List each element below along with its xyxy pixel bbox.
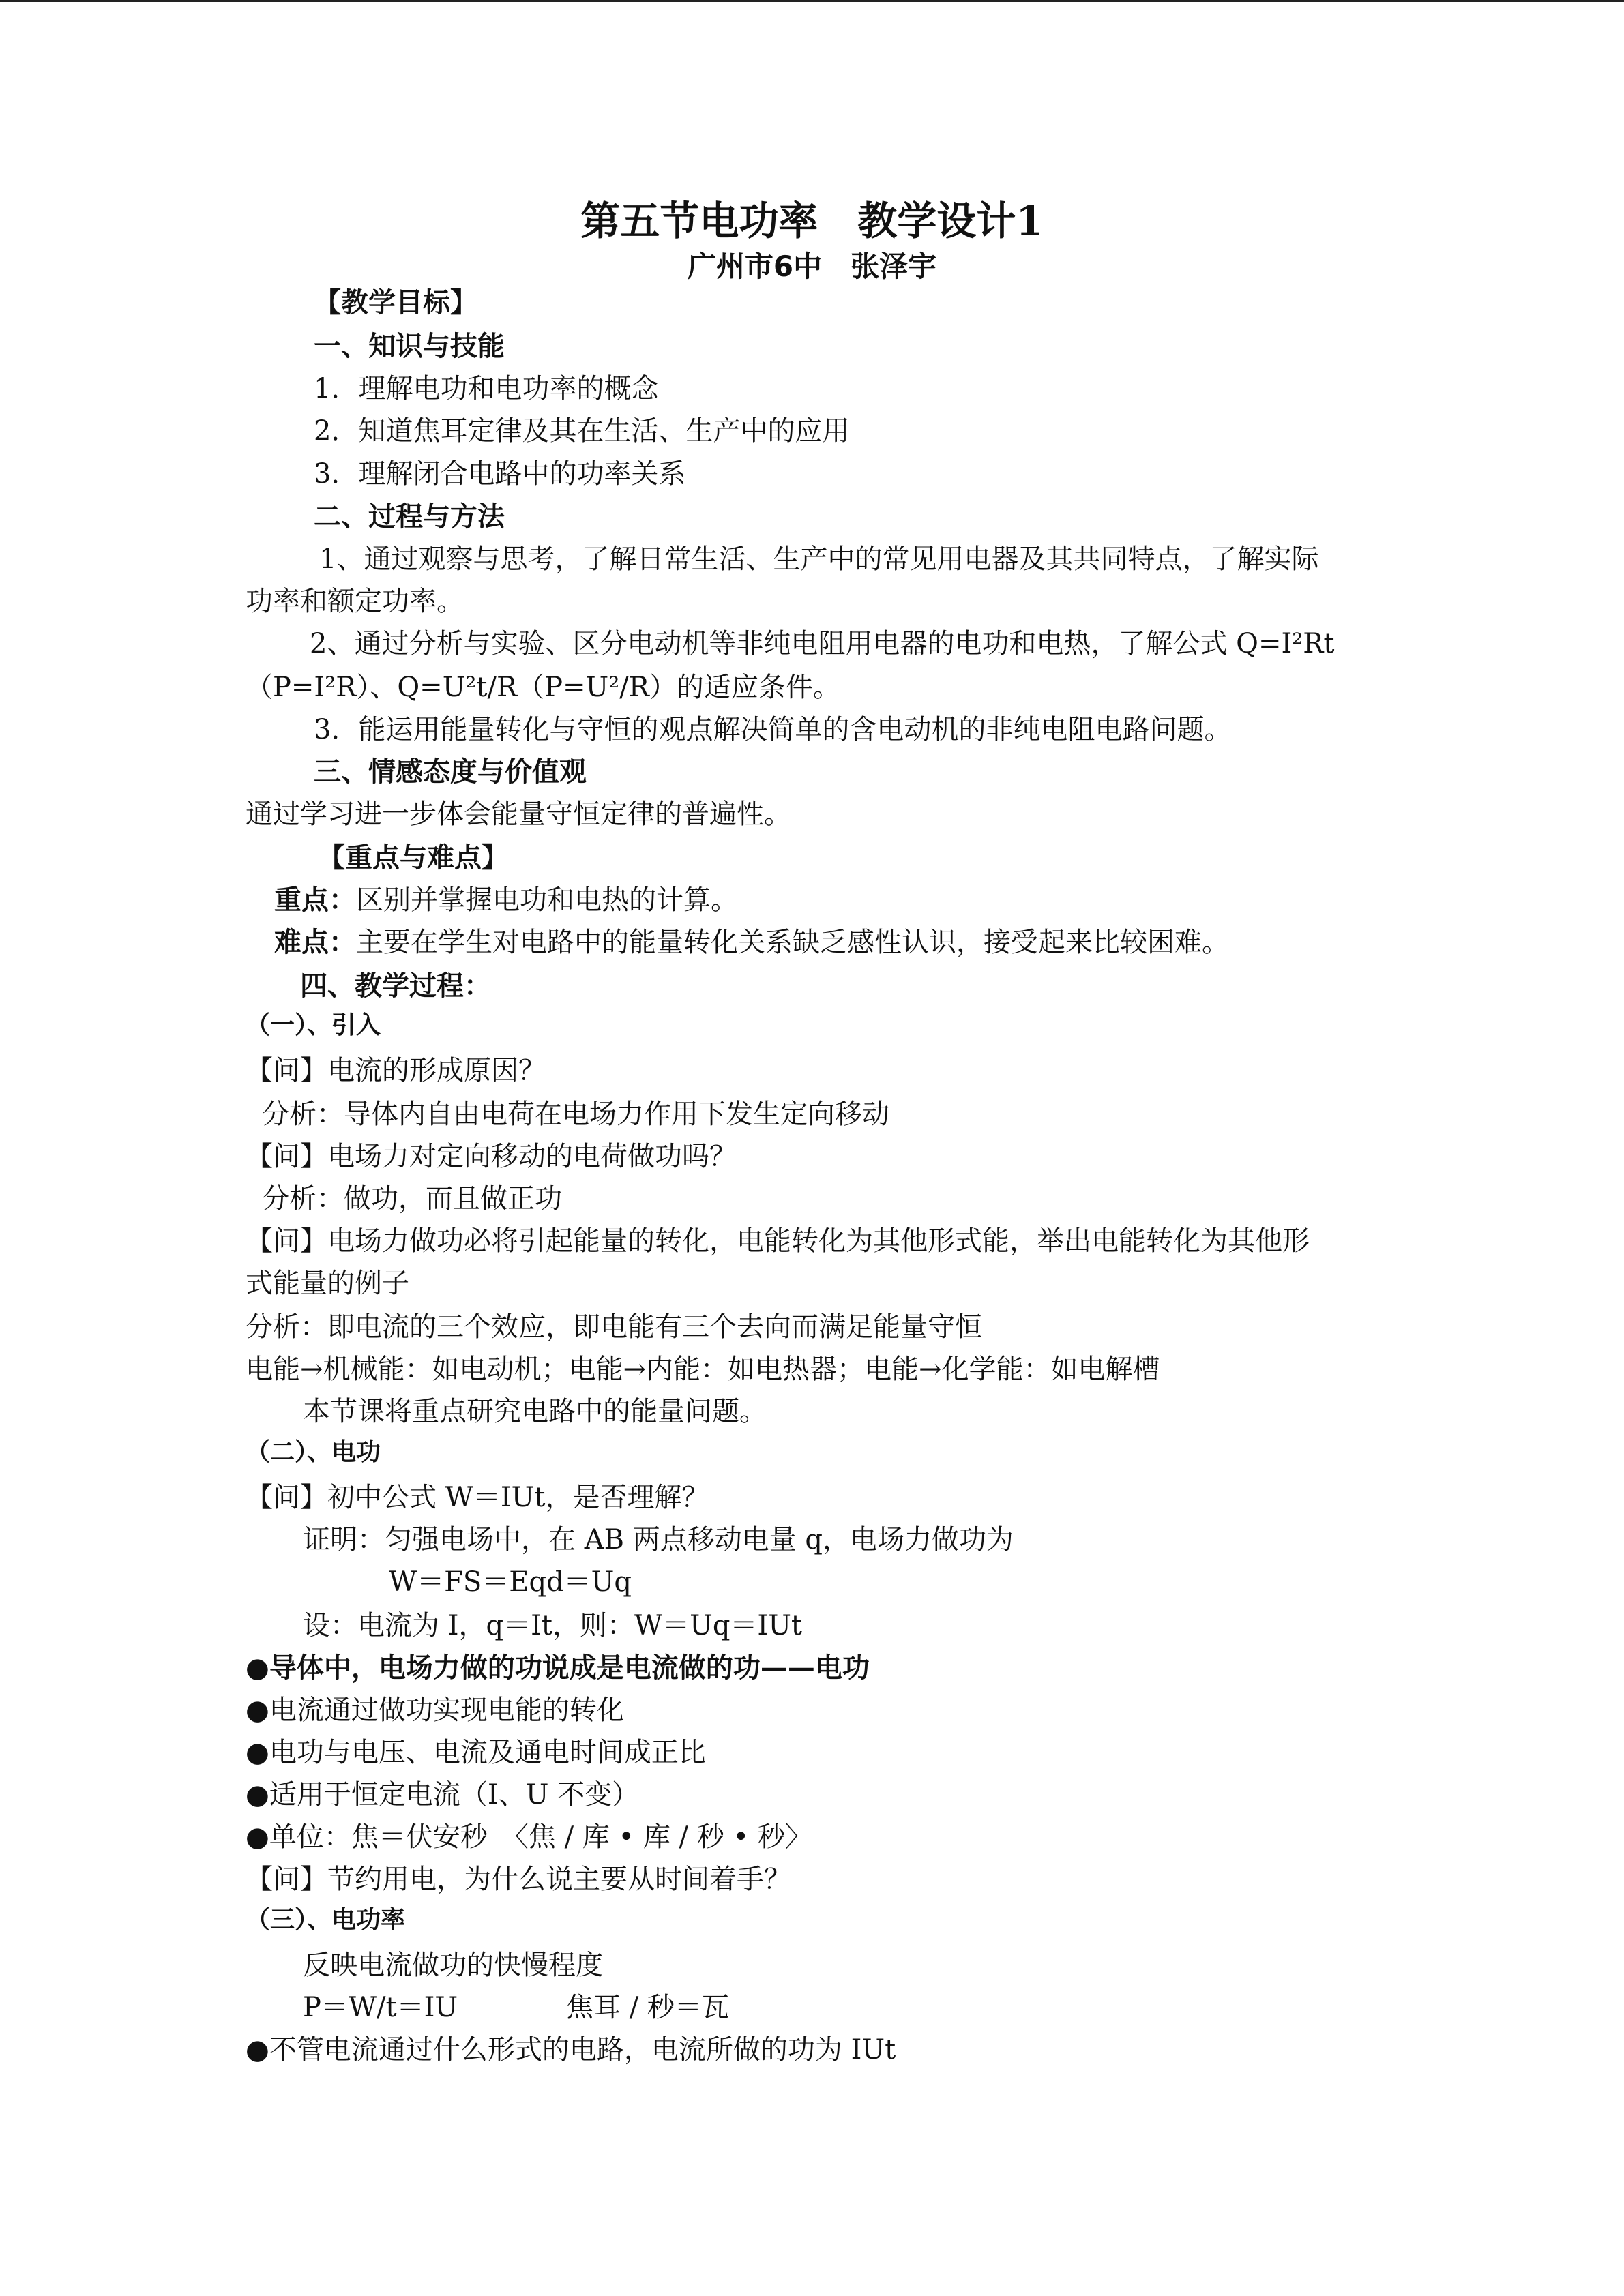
objectives-heading: 【教学目标】: [314, 286, 477, 318]
key-point-label: 重点：: [274, 884, 356, 916]
part2-bullet: ●电流通过做功实现电能的转化: [246, 1695, 624, 1726]
document-title: 第五节电功率 教学设计1: [580, 198, 1044, 244]
difficulty-label: 难点：: [274, 926, 356, 958]
part2-bullet: ●电功与电压、电流及通电时间成正比: [246, 1737, 706, 1768]
part3-heading: （三）、电功率: [246, 1906, 406, 1934]
part2-proof-formula: W＝FS＝Eqd＝Uq: [389, 1566, 632, 1598]
section2-p3: 3．能运用能量转化与守恒的观点解决简单的含电动机的非纯电阻电路问题。: [314, 714, 1232, 745]
part1-question: 【问】电场力做功必将引起能量的转化，电能转化为其他形式能，举出电能转化为其他形: [246, 1225, 1310, 1257]
section1-item: 1．理解电功和电功率的概念: [314, 373, 659, 404]
key-point-line: [274, 884, 738, 916]
section3-heading: 三、情感态度与价值观: [314, 756, 587, 788]
section2-p1-line1: 1、通过观察与思考，了解日常生活、生产中的常见用电器及其共同特点，了解实际: [319, 543, 1319, 575]
difficulty-text: 主要在学生对电路中的能量转化关系缺乏感性认识，接受起来比较困难。: [356, 927, 1229, 958]
key-point-text: 区别并掌握电功和电热的计算。: [356, 884, 738, 916]
part2-question: 【问】节约用电，为什么说主要从时间着手？: [246, 1864, 791, 1895]
part2-heading: （二）、电功: [246, 1438, 381, 1466]
section2-p2-line2: （P=I²R）、Q=U²t/R（P=U²/R）的适应条件。: [246, 672, 840, 703]
section3-text: 通过学习进一步体会能量守恒定律的普遍性。: [246, 799, 791, 830]
part1-question: 【问】电流的形成原因？: [246, 1055, 546, 1086]
part1-analysis: 分析：导体内自由电荷在电场力作用下发生定向移动: [262, 1099, 889, 1130]
author-line: 广州市6中 张泽宇: [687, 250, 937, 283]
part2-proof: 设：电流为 I，q＝It，则：W＝Uq＝IUt: [303, 1610, 803, 1641]
part2-proof: 证明：匀强电场中，在 AB 两点移动电量 q，电场力做功为: [303, 1524, 1014, 1555]
part3-bullet: ●不管电流通过什么形式的电路，电流所做的功为 IUt: [246, 2034, 896, 2066]
difficulty-line: [274, 926, 1229, 959]
part3-description: 反映电流做功的快慢程度: [303, 1950, 603, 1981]
part1-heading: （一）、引入: [246, 1011, 381, 1039]
part3-unit: 焦耳 / 秒＝瓦: [566, 1992, 729, 2023]
page-top-border: [0, 0, 1624, 2]
part2-bullet: ●适用于恒定电流（I、U 不变）: [246, 1779, 640, 1810]
part1-analysis: 分析：即电流的三个效应，即电能有三个去向而满足能量守恒: [246, 1311, 982, 1343]
section2-p2-line1: 2、通过分析与实验、区分电动机等非纯电阻用电器的电功和电热，了解公式 Q=I²Rt: [310, 628, 1335, 659]
part2-bullet-bold: ●导体中，电场力做的功说成是电流做的功——电功: [246, 1652, 870, 1684]
part1-question: 【问】电场力对定向移动的电荷做功吗？: [246, 1141, 737, 1172]
keypoints-heading: 【重点与难点】: [318, 841, 509, 874]
part1-examples: 电能→机械能：如电动机；电能→内能：如电热器；电能→化学能：如电解槽: [246, 1354, 1160, 1385]
section2-p1-line2: 功率和额定功率。: [246, 586, 464, 617]
part2-question: 【问】初中公式 W＝IUt，是否理解？: [246, 1482, 709, 1513]
section2-heading: 二、过程与方法: [314, 501, 505, 533]
section1-item: 2．知道焦耳定律及其在生活、生产中的应用: [314, 415, 850, 447]
part1-question-cont: 式能量的例子: [246, 1268, 409, 1299]
section1-heading: 一、知识与技能: [314, 331, 505, 362]
part1-analysis: 分析：做功，而且做正功: [262, 1183, 562, 1214]
part3-formula: P＝W/t＝IU: [303, 1992, 458, 2023]
part1-focus: 本节课将重点研究电路中的能量问题。: [303, 1396, 767, 1427]
section1-item: 3．理解闭合电路中的功率关系: [314, 458, 686, 490]
process-heading: 四、教学过程：: [300, 970, 491, 1002]
part2-bullet: ●单位：焦＝伏安秒 〈焦 / 库 • 库 / 秒 • 秒〉: [246, 1821, 812, 1853]
